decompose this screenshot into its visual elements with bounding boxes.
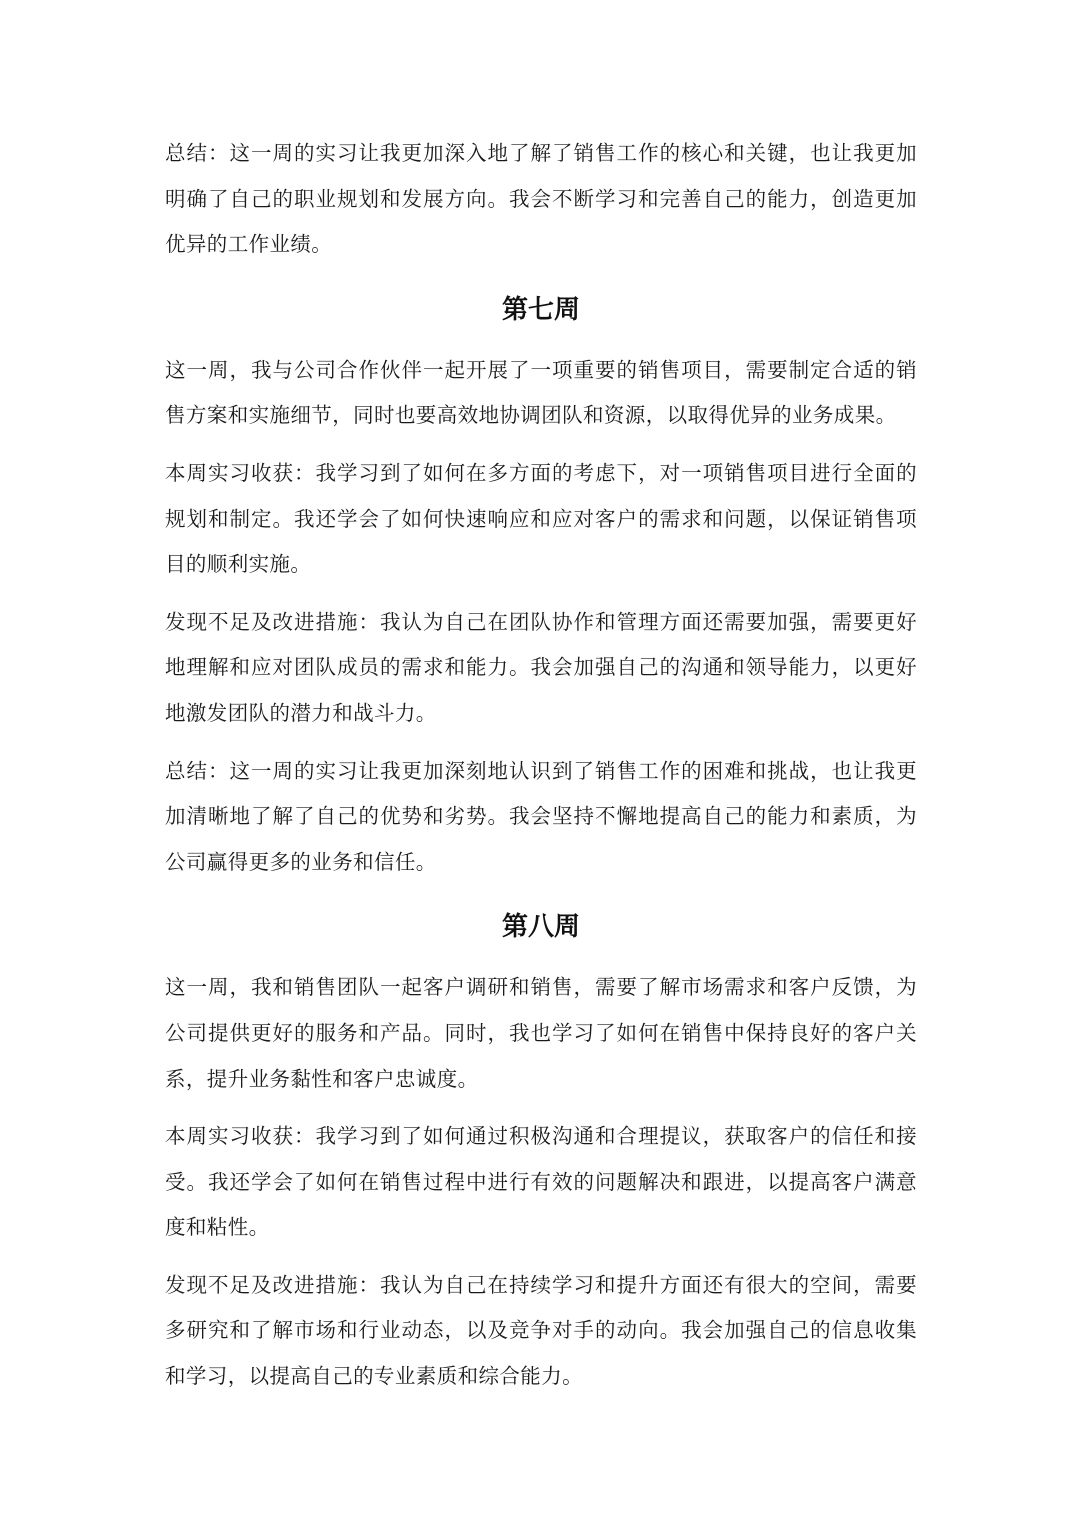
week7-description-paragraph: 这一周，我与公司合作伙伴一起开展了一项重要的销售项目，需要制定合适的销售方案和实施细节，同时也要高效地协调团队和资源，以取得优异的业务成果。 bbox=[165, 357, 917, 428]
document-page bbox=[165, 131, 917, 1412]
week6-summary-paragraph: 总结：这一周的实习让我更加深入地了解了销售工作的核心和关键，也让我更加明确了自己的职业规划和发展方向。我会不断学习和完善自己的能力，创造更加优异的工作业绩。 bbox=[165, 141, 917, 257]
week7-heading: 第七周 bbox=[501, 294, 580, 325]
week8-gains-paragraph: 本周实习收获：我学习到了如何通过积极沟通和合理提议，获取客户的信任和接受。我还学会了如何在销售过程中进行有效的问题解决和跟进，以提高客户满意度和粘性。 bbox=[165, 1124, 917, 1240]
week8-improvements-paragraph: 发现不足及改进措施：我认为自己在持续学习和提升方面还有很大的空间，需要多研究和了解市场和行业动态，以及竞争对手的动向。我会加强自己的信息收集和学习，以提高自己的专业素质和综合能力。 bbox=[165, 1272, 917, 1389]
week7-gains-paragraph: 本周实习收获：我学习到了如何在多方面的考虑下，对一项销售项目进行全面的规划和制定。我还学会了如何快速响应和应对客户的需求和问题，以保证销售项目的顺利实施。 bbox=[165, 460, 917, 577]
week8-description-paragraph: 这一周，我和销售团队一起客户调研和销售，需要了解市场需求和客户反馈，为公司提供更好的服务和产品。同时，我也学习了如何在销售中保持良好的客户关系，提升业务黏性和客户忠诚度。 bbox=[165, 975, 917, 1091]
week7-improvements-paragraph: 发现不足及改进措施：我认为自己在团队协作和管理方面还需要加强，需要更好地理解和应对团队成员的需求和能力。我会加强自己的沟通和领导能力，以更好地激发团队的潜力和战斗力。 bbox=[165, 609, 917, 725]
week8-heading: 第八周 bbox=[501, 912, 580, 943]
week7-summary-paragraph: 总结：这一周的实习让我更加深刻地认识到了销售工作的困难和挑战，也让我更加清晰地了解了自己的优势和劣势。我会坚持不懈地提高自己的能力和素质，为公司赢得更多的业务和信任。 bbox=[165, 758, 917, 874]
